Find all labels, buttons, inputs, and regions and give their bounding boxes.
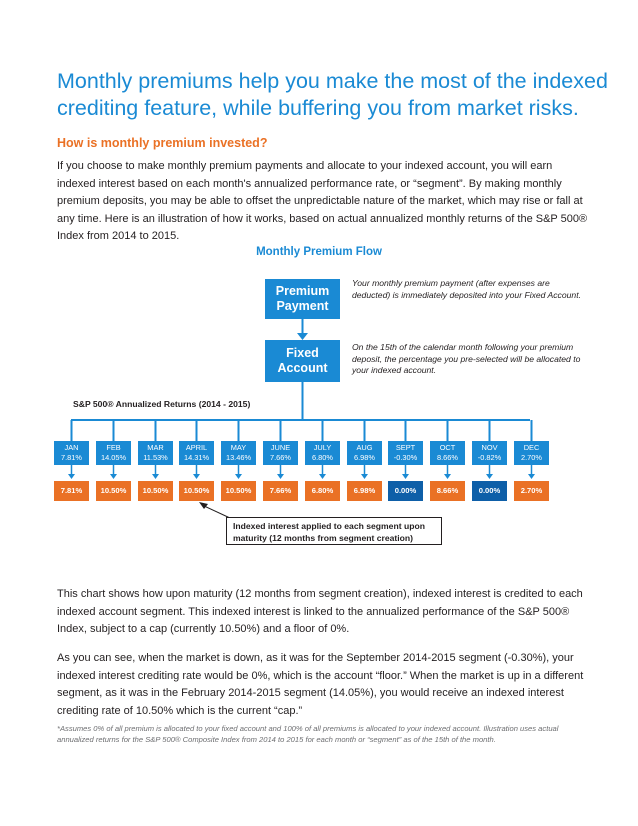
month-return-value: 8.66% xyxy=(437,453,458,462)
month-name: JUNE xyxy=(270,443,291,452)
month-return-value: -0.30% xyxy=(393,453,418,462)
segment-arrowhead xyxy=(444,474,451,479)
month-return-box xyxy=(472,441,507,465)
credited-segment-box: 6.98% xyxy=(347,481,382,501)
month-return-box xyxy=(96,441,131,465)
segment-arrowhead xyxy=(110,474,117,479)
segment-arrowhead xyxy=(319,474,326,479)
segment-arrowhead xyxy=(193,474,200,479)
fixed-account-note: On the 15th of the calendar month following your premium deposit, the percentage you pre-selected will be allocated to your indexed account. xyxy=(352,342,581,375)
page-headline: Monthly premiums help you make the most of the indexed crediting feature, while buffering you from market risks. xyxy=(57,69,608,120)
month-return-value: 6.98% xyxy=(354,453,375,462)
fixed-account-box: Fixed Account xyxy=(265,340,340,382)
month-return-value: 13.46% xyxy=(225,453,252,462)
month-name: MAR xyxy=(147,443,164,452)
intro-paragraph: If you choose to make monthly premium payments and allocate to your indexed account, you will earn indexed interest based on each month's annualized performance rate, or “segment”. By making monthly premium deposits, you may be able to offset the unpredictable nature of the market, which may rise or fall at any time. Here is an illustration of how it works, based on actual annualized monthly returns of the S&P 500® Index from 2014 to 2015. xyxy=(57,160,588,242)
maturity-callout: Indexed interest applied to each segment upon maturity (12 months from segment creation) xyxy=(226,517,442,545)
returns-label: S&P 500® Annualized Returns (2014 - 2015) xyxy=(73,399,251,409)
month-return-value: -0.82% xyxy=(477,453,502,462)
credited-segment-box: 0.00% xyxy=(388,481,423,501)
credited-segment-box: 10.50% xyxy=(221,481,256,501)
month-name: DEC xyxy=(523,443,540,452)
month-name: NOV xyxy=(481,443,498,452)
month-return-value: 2.70% xyxy=(521,453,542,462)
callout-pointer-arrowhead xyxy=(199,502,208,509)
month-return-box xyxy=(179,441,214,465)
month-return-box xyxy=(388,441,423,465)
credited-segment-box: 10.50% xyxy=(96,481,131,501)
credited-segment-box: 10.50% xyxy=(138,481,173,501)
month-return-value: 14.05% xyxy=(100,453,127,462)
month-name: MAY xyxy=(230,443,247,452)
credited-segment-box: 7.81% xyxy=(54,481,89,501)
month-name: APRIL xyxy=(185,443,208,452)
month-return-value: 7.66% xyxy=(270,453,291,462)
month-name: OCT xyxy=(439,443,456,452)
credited-segment-box: 10.50% xyxy=(179,481,214,501)
segment-arrowhead xyxy=(68,474,75,479)
month-return-box xyxy=(138,441,173,465)
month-return-value: 14.31% xyxy=(183,453,210,462)
segment-arrowhead xyxy=(152,474,159,479)
credited-segment-box: 6.80% xyxy=(305,481,340,501)
segment-arrowhead xyxy=(361,474,368,479)
segment-arrowhead xyxy=(402,474,409,479)
premium-to-fixed-arrowhead xyxy=(297,333,308,340)
month-return-value: 7.81% xyxy=(61,453,82,462)
month-name: JAN xyxy=(64,443,79,452)
month-return-box xyxy=(514,441,549,465)
credited-segment-box: 8.66% xyxy=(430,481,465,501)
premium-payment-box: Premium Payment xyxy=(265,279,340,319)
section-subhead: How is monthly premium invested? xyxy=(57,136,268,150)
credited-segment-box: 2.70% xyxy=(514,481,549,501)
segment-arrowhead xyxy=(277,474,284,479)
segment-arrowhead xyxy=(528,474,535,479)
month-return-box xyxy=(430,441,465,465)
month-return-box xyxy=(54,441,89,465)
explanation-paragraph: This chart shows how upon maturity (12 months from segment creation), indexed interest is credited to each indexed account segment. This indexed interest is linked to the annualized performance of the S&P 500® Index, subject to a cap (currently 10.50%) and a floor of 0%. xyxy=(57,588,583,635)
month-name: AUG xyxy=(356,443,373,452)
month-return-value: 11.53% xyxy=(143,453,168,462)
flow-title: Monthly Premium Flow xyxy=(256,246,382,258)
month-name: SEPT xyxy=(395,443,416,452)
month-return-box xyxy=(305,441,340,465)
month-return-box xyxy=(347,441,382,465)
segment-arrowhead xyxy=(235,474,242,479)
premium-note: Your monthly premium payment (after expenses are deducted) is immediately deposited into your Fixed Account. xyxy=(352,278,581,300)
month-name: JULY xyxy=(313,443,332,452)
segment-arrowhead xyxy=(486,474,493,479)
credited-segment-box: 0.00% xyxy=(472,481,507,501)
month-return-value: 6.80% xyxy=(312,453,333,462)
example-paragraph: As you can see, when the market is down, as it was for the September 2014-2015 segment (-0.30%), your indexed interest crediting rate would be 0%, which is the account “floor.” When the market is up in a different segment, as it was in the February 2014-2015 segment (14.05%), you would receive an indexed interest crediting rate of 10.50% which is the current “cap.” xyxy=(57,652,584,717)
credited-segment-box: 7.66% xyxy=(263,481,298,501)
month-name: FEB xyxy=(106,443,121,452)
month-return-box xyxy=(221,441,256,465)
month-return-box xyxy=(263,441,298,465)
footnote: *Assumes 0% of all premium is allocated to your fixed account and 100% of all premiums is allocated to your indexed account. Illustration uses actual annualized returns for the S&P 500® Composite Index from 2014 to 2015 for each month or “segment” as of the 15th of the month. xyxy=(57,724,559,744)
